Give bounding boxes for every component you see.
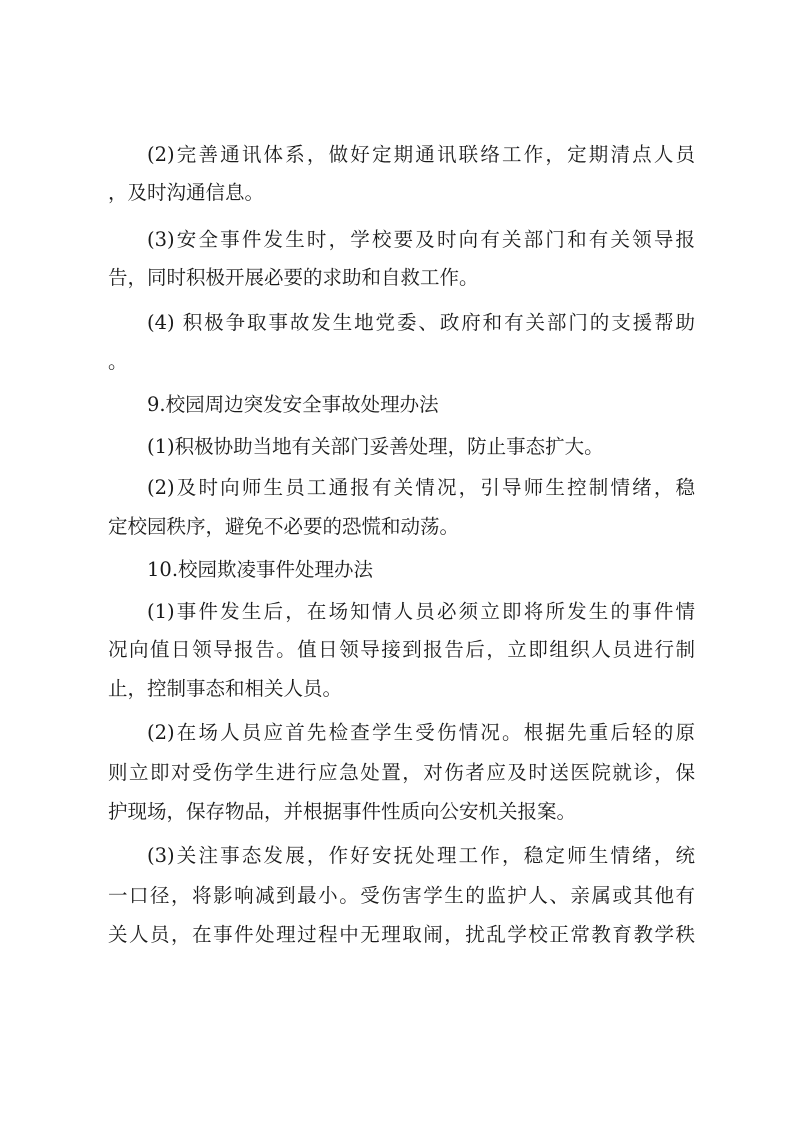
paragraph-line: (4) 积极争取事故发生地党委、政府和有关部门的支援帮助 [147, 311, 695, 334]
paragraph-line: (2)及时向师生员工通报有关情况，引导师生控制情绪，稳 [147, 476, 695, 499]
paragraph-line: 一口径，将影响减到最小。受伤害学生的监护人、亲属或其他有 [108, 884, 695, 907]
section-heading: 9.校园周边突发安全事故处理办法 [147, 393, 439, 416]
paragraph-line: (2)完善通讯体系，做好定期通讯联络工作，定期清点人员 [147, 143, 695, 166]
paragraph-line: ，及时沟通信息。 [108, 181, 265, 204]
paragraph-line: (3)安全事件发生时，学校要及时向有关部门和有关领导报 [147, 228, 695, 251]
paragraph-line: 。 [108, 350, 128, 373]
paragraph-line: 则立即对受伤学生进行应急处置，对伤者应及时送医院就诊，保 [108, 761, 695, 784]
paragraph-line: (2)在场人员应首先检查学生受伤情况。根据先重后轻的原 [147, 721, 695, 744]
section-heading: 10.校园欺凌事件处理办法 [147, 558, 374, 581]
paragraph-line: 关人员，在事件处理过程中无理取闹，扰乱学校正常教育教学秩 [108, 923, 695, 946]
paragraph-line: 告，同时积极开展必要的求助和自救工作。 [108, 266, 479, 289]
paragraph-line: (1)积极协助当地有关部门妥善处理，防止事态扩大。 [147, 435, 604, 458]
paragraph-line: 况向值日领导报告。值日领导接到报告后，立即组织人员进行制 [108, 638, 695, 661]
paragraph-line: 护现场，保存物品，并根据事件性质向公安机关报案。 [108, 800, 577, 823]
paragraph-line: (1)事件发生后，在场知情人员必须立即将所发生的事件情 [147, 600, 695, 623]
paragraph-line: 止，控制事态和相关人员。 [108, 677, 343, 700]
paragraph-line: (3)关注事态发展，作好安抚处理工作，稳定师生情绪，统 [147, 844, 695, 867]
paragraph-line: 定校园秩序，避免不必要的恐慌和动荡。 [108, 515, 460, 538]
